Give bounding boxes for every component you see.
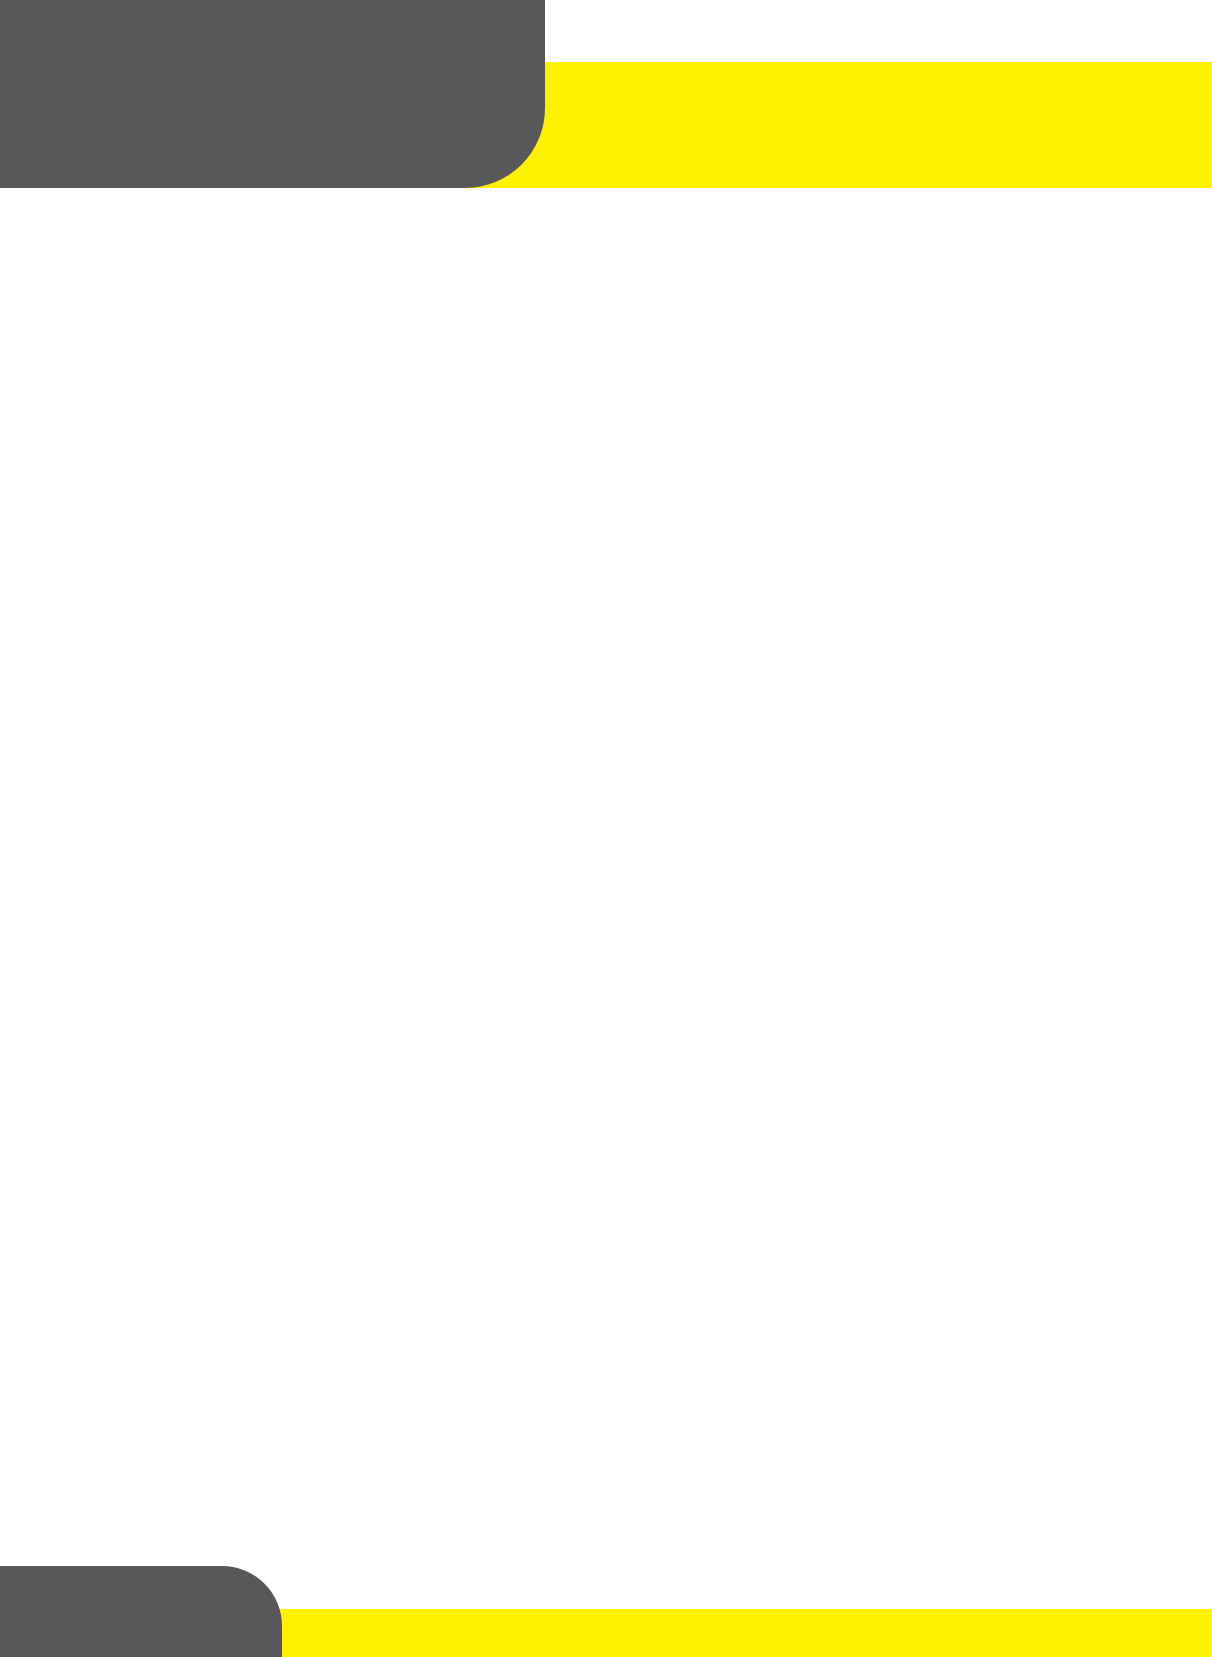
footer-bar [260, 1609, 1212, 1657]
footer-panel [0, 1566, 282, 1657]
header-brand-panel [0, 0, 545, 188]
